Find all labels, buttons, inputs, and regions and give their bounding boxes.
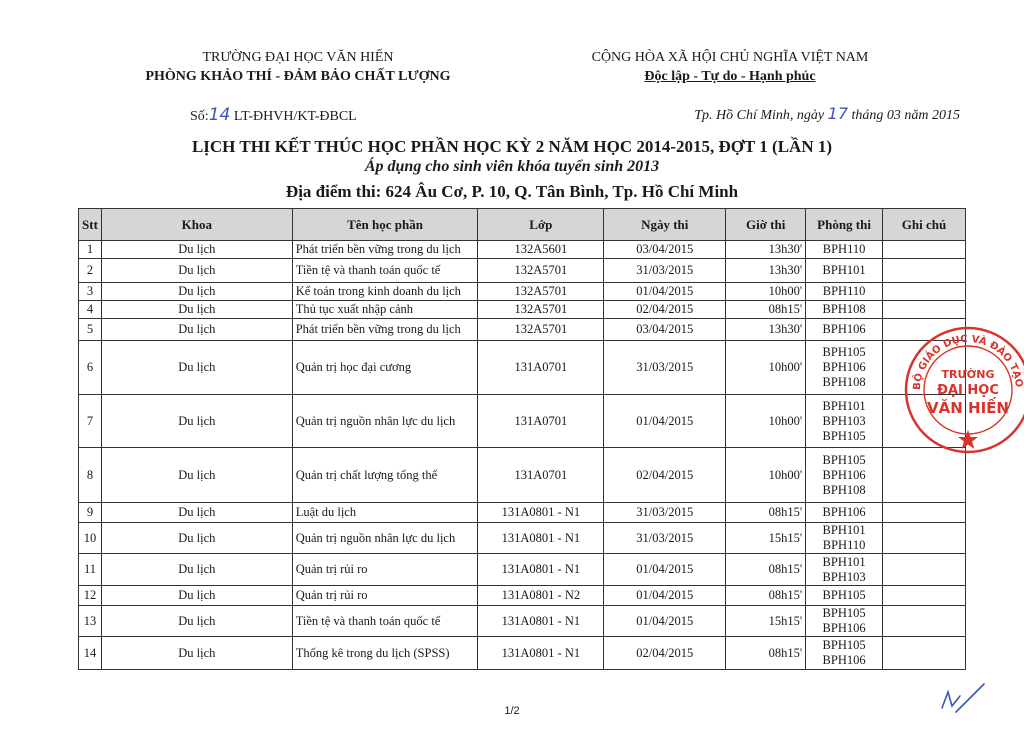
note-cell [883, 554, 966, 586]
date-cell: 01/04/2015 [604, 283, 726, 301]
time-cell: 13h30' [726, 319, 806, 341]
time-cell: 08h15' [726, 503, 806, 523]
stt-cell: 8 [79, 448, 102, 503]
department-name: PHÒNG KHẢO THÍ - ĐẢM BẢO CHẤT LƯỢNG [145, 69, 451, 84]
subject-cell: Quản trị chất lượng tổng thể [292, 448, 478, 503]
national-header [555, 48, 905, 86]
issuer-header [118, 48, 478, 86]
room-code: BPH110 [822, 284, 866, 298]
stt-cell: 11 [79, 554, 102, 586]
class-cell: 131A0701 [478, 448, 604, 503]
stt-cell: 9 [79, 503, 102, 523]
stt-cell: 2 [79, 259, 102, 283]
subject-cell: Quản trị rủi ro [292, 586, 478, 606]
time-cell: 08h15' [726, 301, 806, 319]
subject-cell: Quản trị nguồn nhân lực du lịch [292, 523, 478, 554]
khoa-cell: Du lịch [101, 319, 292, 341]
class-cell: 131A0801 - N1 [478, 503, 604, 523]
room-cell [806, 341, 883, 395]
time-cell: 10h00' [726, 395, 806, 448]
time-cell: 08h15' [726, 554, 806, 586]
note-cell [883, 606, 966, 637]
date-cell: 01/04/2015 [604, 395, 726, 448]
date-cell: 01/04/2015 [604, 606, 726, 637]
class-cell: 131A0801 - N1 [478, 523, 604, 554]
class-cell: 132A5701 [478, 319, 604, 341]
room-code: BPH106 [822, 360, 866, 374]
note-cell [883, 283, 966, 301]
subject-cell: Phát triển bền vững trong du lịch [292, 319, 478, 341]
table-row [79, 448, 966, 503]
note-cell [883, 301, 966, 319]
subject-cell: Quản trị rủi ro [292, 554, 478, 586]
table-row [79, 395, 966, 448]
room-code: BPH108 [822, 375, 866, 389]
note-cell [883, 523, 966, 554]
subject-cell: Quản trị nguồn nhân lực du lịch [292, 395, 478, 448]
room-code: BPH106 [822, 621, 866, 635]
room-cell [806, 586, 883, 606]
time-cell: 13h30' [726, 259, 806, 283]
stt-cell: 3 [79, 283, 102, 301]
stt-cell: 1 [79, 241, 102, 259]
room-cell [806, 259, 883, 283]
note-cell [883, 259, 966, 283]
time-cell: 13h30' [726, 241, 806, 259]
col-header-subject: Tên học phần [292, 209, 478, 241]
room-cell [806, 301, 883, 319]
stt-cell: 10 [79, 523, 102, 554]
khoa-cell: Du lịch [101, 301, 292, 319]
class-cell: 132A5601 [478, 241, 604, 259]
time-cell: 10h00' [726, 448, 806, 503]
table-body [79, 241, 966, 670]
seal-text-line3: VĂN HIẾN [927, 399, 1009, 417]
class-cell: 131A0701 [478, 341, 604, 395]
class-cell: 131A0701 [478, 395, 604, 448]
time-cell: 08h15' [726, 637, 806, 670]
khoa-cell: Du lịch [101, 554, 292, 586]
room-cell [806, 523, 883, 554]
time-cell: 10h00' [726, 283, 806, 301]
class-cell: 132A5701 [478, 283, 604, 301]
room-code: BPH105 [822, 428, 866, 443]
exam-schedule-table [78, 208, 966, 670]
date-cell: 01/04/2015 [604, 554, 726, 586]
col-header-date: Ngày thi [604, 209, 726, 241]
subject-cell: Tiền tệ và thanh toán quốc tế [292, 606, 478, 637]
khoa-cell: Du lịch [101, 523, 292, 554]
room-code: BPH101 [822, 398, 866, 413]
place-and-date [694, 104, 960, 124]
table-row [79, 241, 966, 259]
date-cell: 31/03/2015 [604, 523, 726, 554]
room-code: BPH106 [822, 505, 866, 519]
col-header-khoa: Khoa [101, 209, 292, 241]
table-row [79, 554, 966, 586]
university-name: TRƯỜNG ĐẠI HỌC VĂN HIẾN [202, 50, 394, 65]
khoa-cell: Du lịch [101, 606, 292, 637]
country-name: CỘNG HÒA XÃ HỘI CHỦ NGHĨA VIỆT NAM [591, 50, 869, 65]
room-cell [806, 283, 883, 301]
date-cell: 31/03/2015 [604, 341, 726, 395]
schedule-title: LỊCH THI KẾT THÚC HỌC PHẦN HỌC KỲ 2 NĂM HỌC 2014-2015, ĐỢT 1 (LẦN 1) [191, 137, 833, 156]
date-cell: 02/04/2015 [604, 448, 726, 503]
room-code: BPH101 [822, 263, 866, 277]
date-suffix: tháng 03 năm 2015 [851, 108, 960, 123]
stt-cell: 6 [79, 341, 102, 395]
room-code: BPH103 [822, 413, 866, 428]
subject-cell: Kế toán trong kinh doanh du lịch [292, 283, 478, 301]
subject-cell: Phát triển bền vững trong du lịch [292, 241, 478, 259]
number-suffix: LT-ĐHVH/KT-ĐBCL [233, 109, 357, 124]
room-code: BPH105 [822, 606, 866, 620]
room-code: BPH105 [822, 588, 866, 602]
room-code: BPH106 [822, 322, 866, 336]
col-header-time: Giờ thi [726, 209, 806, 241]
date-prefix: Tp. Hồ Chí Minh, ngày [694, 108, 825, 123]
table-row [79, 523, 966, 554]
room-cell [806, 395, 883, 448]
stt-cell: 13 [79, 606, 102, 637]
note-cell [883, 586, 966, 606]
khoa-cell: Du lịch [101, 503, 292, 523]
time-cell: 08h15' [726, 586, 806, 606]
seal-arc-text: BỘ GIÁO DỤC VÀ ĐÀO TẠO [911, 333, 1024, 391]
col-header-stt: Stt [79, 209, 102, 241]
time-cell: 15h15' [726, 606, 806, 637]
subject-cell: Thống kê trong du lịch (SPSS) [292, 637, 478, 670]
class-cell: 132A5701 [478, 301, 604, 319]
room-code: BPH110 [822, 538, 866, 552]
subject-cell: Luật du lịch [292, 503, 478, 523]
document-number [190, 105, 357, 125]
time-cell: 15h15' [726, 523, 806, 554]
room-code: BPH105 [822, 345, 866, 359]
room-code: BPH106 [822, 467, 866, 482]
stt-cell: 14 [79, 637, 102, 670]
col-header-note: Ghi chú [883, 209, 966, 241]
table-row [79, 259, 966, 283]
seal-text-line2: ĐẠI HỌC [937, 383, 999, 398]
official-seal [898, 318, 1024, 458]
room-cell [806, 606, 883, 637]
subject-cell: Quản trị học đại cương [292, 341, 478, 395]
day-handwritten: 17 [827, 104, 848, 123]
room-code: BPH106 [822, 653, 866, 667]
date-cell: 02/04/2015 [604, 637, 726, 670]
national-motto: Độc lập - Tự do - Hạnh phúc [644, 69, 816, 84]
table-row [79, 283, 966, 301]
class-cell: 132A5701 [478, 259, 604, 283]
col-header-room: Phòng thi [806, 209, 883, 241]
note-cell [883, 637, 966, 670]
class-cell: 131A0801 - N1 [478, 637, 604, 670]
room-code: BPH101 [822, 554, 866, 569]
time-cell: 10h00' [726, 341, 806, 395]
date-cell: 31/03/2015 [604, 503, 726, 523]
note-cell [883, 503, 966, 523]
table-row [79, 319, 966, 341]
khoa-cell: Du lịch [101, 241, 292, 259]
number-prefix: Số: [190, 109, 209, 124]
subject-cell: Thủ tục xuất nhập cảnh [292, 301, 478, 319]
room-code: BPH105 [822, 452, 866, 467]
table-row [79, 586, 966, 606]
exam-location: Địa điểm thi: 624 Âu Cơ, P. 10, Q. Tân Bình, Tp. Hồ Chí Minh [285, 182, 739, 201]
table-header-row [79, 209, 966, 241]
room-cell [806, 554, 883, 586]
room-cell [806, 241, 883, 259]
khoa-cell: Du lịch [101, 259, 292, 283]
stt-cell: 4 [79, 301, 102, 319]
room-code: BPH103 [822, 569, 866, 584]
room-cell [806, 503, 883, 523]
class-cell: 131A0801 - N1 [478, 554, 604, 586]
room-cell [806, 448, 883, 503]
stt-cell: 7 [79, 395, 102, 448]
date-cell: 31/03/2015 [604, 259, 726, 283]
khoa-cell: Du lịch [101, 448, 292, 503]
note-cell [883, 241, 966, 259]
khoa-cell: Du lịch [101, 395, 292, 448]
subject-cell: Tiền tệ và thanh toán quốc tế [292, 259, 478, 283]
table-row [79, 637, 966, 670]
table-row [79, 301, 966, 319]
date-cell: 02/04/2015 [604, 301, 726, 319]
room-cell [806, 319, 883, 341]
stt-cell: 12 [79, 586, 102, 606]
khoa-cell: Du lịch [101, 341, 292, 395]
room-code: BPH108 [822, 482, 866, 497]
class-cell: 131A0801 - N2 [478, 586, 604, 606]
schedule-subtitle: Áp dụng cho sinh viên khóa tuyển sinh 2013 [364, 158, 660, 175]
table-row [79, 503, 966, 523]
room-code: BPH105 [822, 638, 866, 652]
date-cell: 03/04/2015 [604, 241, 726, 259]
khoa-cell: Du lịch [101, 283, 292, 301]
seal-text-line1: TRƯỜNG [941, 368, 995, 381]
class-cell: 131A0801 - N1 [478, 606, 604, 637]
room-code: BPH108 [822, 302, 866, 316]
table-row [79, 606, 966, 637]
room-cell [806, 637, 883, 670]
date-cell: 01/04/2015 [604, 586, 726, 606]
table-row [79, 341, 966, 395]
khoa-cell: Du lịch [101, 637, 292, 670]
page-number: 1/2 [504, 705, 520, 717]
number-handwritten: 14 [208, 105, 231, 125]
col-header-class: Lớp [478, 209, 604, 241]
khoa-cell: Du lịch [101, 586, 292, 606]
stt-cell: 5 [79, 319, 102, 341]
room-code: BPH110 [822, 242, 866, 256]
room-code: BPH101 [822, 523, 866, 537]
date-cell: 03/04/2015 [604, 319, 726, 341]
